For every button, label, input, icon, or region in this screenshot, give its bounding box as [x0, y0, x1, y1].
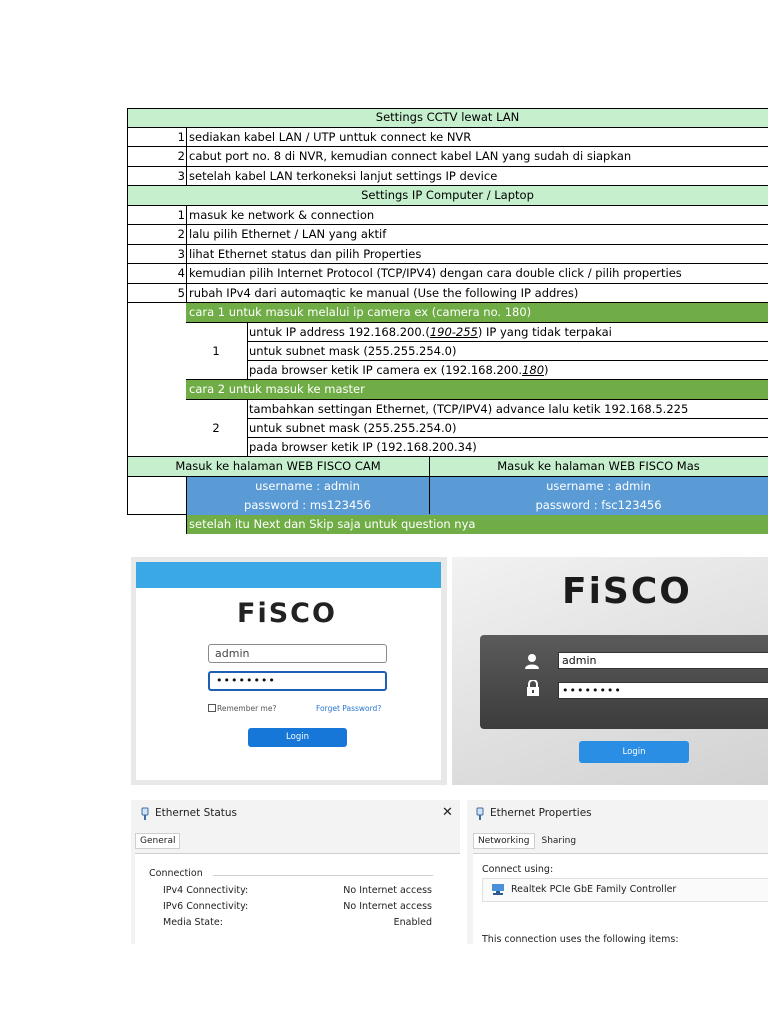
- user-icon: [524, 653, 540, 669]
- browser-num: 180: [522, 363, 545, 377]
- username-master: username : admin: [546, 479, 651, 493]
- media-state-value: Enabled: [393, 917, 432, 928]
- web-cam-header: [127, 457, 429, 476]
- grid-line: [127, 127, 768, 128]
- network-icon: [141, 807, 149, 821]
- cara1-browser-line: [249, 361, 764, 380]
- section-header-ip-computer: [127, 186, 768, 205]
- username-cam-cell: [186, 477, 429, 496]
- grid-line: [127, 108, 128, 515]
- items-label: This connection uses the following items:: [482, 934, 679, 944]
- cara2-header: [186, 380, 768, 399]
- grid-line: [247, 418, 768, 419]
- tab-general[interactable]: General: [135, 833, 180, 849]
- connection-section-label: Connection: [149, 868, 203, 879]
- grid-line: [186, 205, 187, 303]
- step-text: cabut port no. 8 di NVR, kemudian connect kabel LAN yang sudah di siapkan: [189, 149, 632, 163]
- section-title: Settings CCTV lewat LAN: [375, 110, 520, 124]
- step-number: 3: [177, 247, 185, 261]
- password-cam: password : ms123456: [244, 498, 371, 512]
- grid-line: [127, 283, 768, 284]
- password-input[interactable]: ••••••••: [558, 682, 768, 699]
- grid-line: [186, 399, 768, 400]
- login-button[interactable]: Login: [579, 741, 689, 763]
- username-input[interactable]: admin: [208, 644, 387, 663]
- remember-label: Remember me?: [217, 704, 277, 713]
- step-text: setelah kabel LAN terkoneksi lanjut settings IP device: [189, 169, 498, 183]
- cara1-header: [186, 303, 768, 322]
- grid-line: [247, 322, 248, 379]
- step-text: kemudian pilih Internet Protocol (TCP/IPV4) dengan cara double click / pilih properties: [189, 266, 682, 280]
- grid-line: [127, 263, 768, 264]
- grid-line: [247, 399, 248, 456]
- grid-line: [127, 108, 768, 109]
- properties-pane: [473, 853, 768, 944]
- web-master-label: Masuk ke halaman WEB FISCO Mas: [497, 459, 700, 473]
- fisco-master-login-screenshot: [452, 557, 768, 785]
- step-number: 1: [177, 208, 185, 222]
- ipv6-value: No Internet access: [343, 901, 432, 912]
- adapter-name: Realtek PCIe GbE Family Controller: [511, 884, 677, 895]
- lock-icon: [526, 680, 540, 696]
- checkbox-icon: [208, 704, 216, 712]
- browser-post: ): [544, 363, 549, 377]
- dialog-title: Ethernet Status: [155, 807, 238, 819]
- grid-line: [127, 514, 186, 515]
- web-cam-label: Masuk ke halaman WEB FISCO CAM: [175, 459, 381, 473]
- grid-line: [186, 127, 187, 185]
- footer-row: [186, 515, 768, 534]
- step-number: 4: [177, 266, 185, 280]
- step-text: rubah IPv4 dari automaqtic ke manual (Use the following IP addres): [189, 286, 579, 300]
- username-cam: username : admin: [255, 479, 360, 493]
- grid-line: [247, 341, 768, 342]
- step-number: 2: [177, 227, 185, 241]
- ipv6-label: IPv6 Connectivity:: [163, 901, 249, 912]
- step-number: 1: [177, 130, 185, 144]
- ipv4-label: IPv4 Connectivity:: [163, 885, 249, 896]
- grid-line: [186, 322, 768, 323]
- tab-bar: [473, 833, 583, 849]
- cara1-subnet: untuk subnet mask (255.255.254.0): [249, 344, 457, 358]
- grid-line: [186, 476, 187, 534]
- dialog-title: Ethernet Properties: [490, 807, 592, 819]
- login-card: [136, 562, 441, 780]
- login-button[interactable]: Login: [248, 728, 347, 747]
- connect-using-label: Connect using:: [482, 864, 554, 875]
- grid-line: [247, 360, 768, 361]
- ip-post: ) IP yang tidak terpakai: [477, 325, 612, 339]
- step-number: 2: [177, 149, 185, 163]
- ipv4-value: No Internet access: [343, 885, 432, 896]
- step-text: sediakan kabel LAN / UTP unttuk connect ke NVR: [189, 130, 472, 144]
- password-master-cell: [429, 496, 768, 515]
- step-text: lihat Ethernet status dan pilih Properties: [189, 247, 422, 261]
- web-master-header: [429, 457, 768, 476]
- step-number: 3: [177, 169, 185, 183]
- cara2-line1: tambahkan settingan Ethernet, (TCP/IPV4) advance lalu ketik 192.168.5.225: [249, 402, 689, 416]
- grid-line: [127, 205, 768, 206]
- tab-sharing[interactable]: Sharing: [541, 836, 577, 846]
- cara2-number: 2: [212, 421, 220, 435]
- status-pane: [135, 853, 460, 944]
- grid-line: [127, 185, 768, 186]
- ethernet-properties-dialog: [467, 800, 768, 944]
- section-header-cctv-lan: [127, 108, 768, 127]
- grid-line: [127, 476, 768, 477]
- media-state-label: Media State:: [163, 917, 223, 928]
- tab-bar: [135, 833, 182, 849]
- ip-pre: untuk IP address 192.168.200.(: [249, 325, 430, 339]
- cara2-header-text: cara 2 untuk masuk ke master: [189, 382, 365, 396]
- login-topbar: [136, 562, 441, 588]
- password-master: password : fsc123456: [535, 498, 662, 512]
- grid-line: [247, 437, 768, 438]
- browser-pre: pada browser ketik IP camera ex (192.168.200.: [249, 363, 523, 377]
- ip-range: 190-255: [429, 325, 478, 339]
- step-text: masuk ke network & connection: [189, 208, 375, 222]
- section-title: Settings IP Computer / Laptop: [361, 188, 534, 202]
- forget-password-link[interactable]: Forget Password?: [316, 704, 382, 713]
- remember-me-checkbox[interactable]: [208, 704, 276, 713]
- grid-line: [127, 166, 768, 167]
- network-adapter-icon: [491, 884, 505, 895]
- network-icon: [476, 807, 484, 821]
- cara1-number: 1: [212, 344, 220, 358]
- footer-text: setelah itu Next dan Skip saja untuk question nya: [189, 517, 476, 531]
- ethernet-status-dialog: [131, 800, 460, 944]
- username-master-cell: [429, 477, 768, 496]
- cara1-header-text: cara 1 untuk masuk melalui ip camera ex (camera no. 180): [189, 305, 532, 319]
- password-cam-cell: [186, 496, 429, 515]
- fisco-cam-login-screenshot: [131, 557, 447, 785]
- fisco-logo: FiSCO: [237, 598, 337, 629]
- cara2-browser: pada browser ketik IP (192.168.200.34): [249, 440, 477, 454]
- step-number: 5: [177, 286, 185, 300]
- grid-line: [127, 302, 768, 303]
- close-icon[interactable]: ✕: [442, 805, 453, 820]
- section-divider: [213, 875, 433, 876]
- fisco-logo: FiSCO: [562, 571, 692, 612]
- grid-line: [127, 146, 768, 147]
- grid-line: [429, 456, 430, 514]
- grid-line: [127, 456, 768, 457]
- username-input[interactable]: admin: [558, 652, 768, 669]
- cara1-ip-line: [249, 323, 764, 342]
- grid-line: [186, 379, 768, 380]
- adapter-box: [482, 878, 768, 902]
- password-input[interactable]: ••••••••: [208, 671, 387, 691]
- grid-line: [127, 224, 768, 225]
- tab-networking[interactable]: Networking: [473, 833, 535, 849]
- step-text: lalu pilih Ethernet / LAN yang aktif: [189, 227, 387, 241]
- grid-line: [127, 244, 768, 245]
- login-panel: [480, 635, 768, 729]
- cara2-subnet: untuk subnet mask (255.255.254.0): [249, 421, 457, 435]
